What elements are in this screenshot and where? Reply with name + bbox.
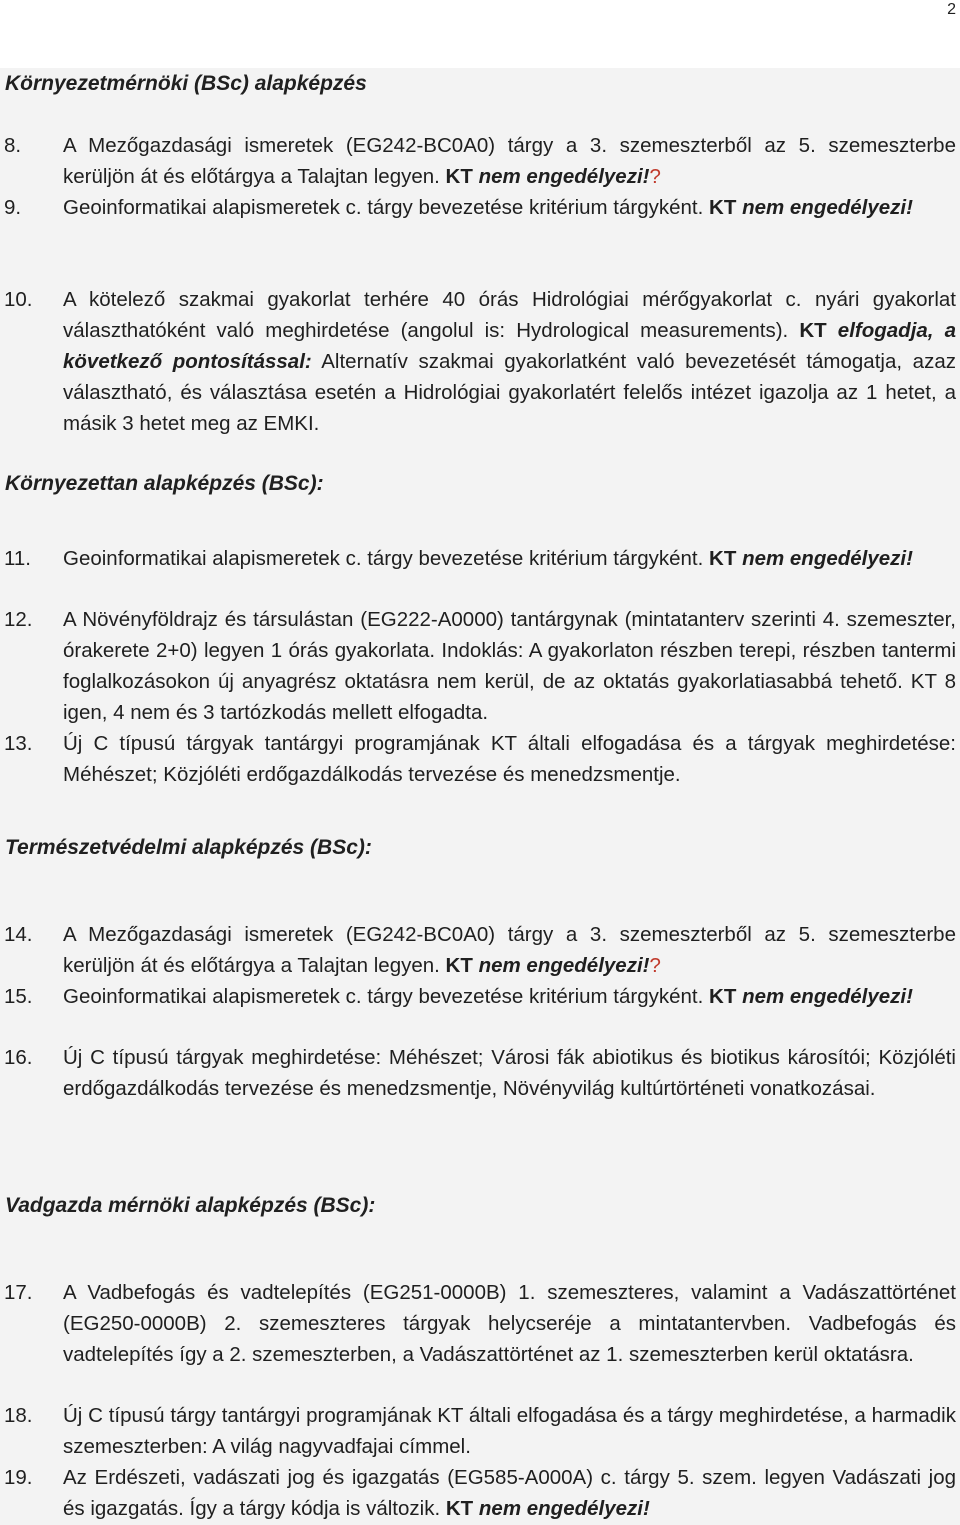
section-heading-kornyezetmernoki: Környezetmérnöki (BSc) alapképzés xyxy=(5,72,367,95)
item-text xyxy=(63,981,956,1012)
item-number: 10. xyxy=(4,288,33,311)
section-heading-kornyezettan: Környezettan alapképzés (BSc): xyxy=(5,472,324,495)
list-item-12 xyxy=(4,604,956,728)
list-item-19 xyxy=(4,1462,956,1524)
item-number: 14. xyxy=(4,923,33,946)
kt-decision: nem engedélyezi! xyxy=(478,954,650,977)
kt-label: KT xyxy=(709,196,737,219)
kt-decision: nem engedélyezi! xyxy=(742,547,913,570)
kt-decision: nem engedélyezi! xyxy=(478,165,650,188)
item-number: 18. xyxy=(4,1404,33,1427)
kt-decision: nem engedélyezi! xyxy=(742,196,913,219)
list-item-8 xyxy=(4,130,956,192)
kt-label: KT xyxy=(445,1497,474,1520)
item-text: Új C típusú tárgyak meghirdetése: Méhészet; Városi fák abiotikus és biotikus károsítói; Közjóléti erdőgazdálkodás tervezése és menedzsmentje, Növényvilág kultúrtörténeti vonatkozásai. xyxy=(63,1046,956,1100)
list-item-14 xyxy=(4,919,956,981)
item-text xyxy=(63,130,956,192)
kt-label: KT xyxy=(445,165,473,188)
item-text xyxy=(63,543,956,574)
item-text-detail: Alternatív szakmai gyakorlatként való bevezetését támogatja, azaz választható, és választása esetén a Hidrológiai gyakorlatért felelős intézet igazolja az 1 hetet, a másik 3 hetet meg az EMKI. xyxy=(63,350,956,435)
item-number: 9. xyxy=(4,196,22,219)
item-text: A Vadbefogás és vadtelepítés (EG251-0000B) 1. szemeszteres, valamint a Vadászattörténet (EG250-0000B) 2. szemeszteres tárgyak helycseréje a mintatantervben. Vadbefogás és vadtelepítés így a 2. szemeszterben, a Vadászattörténet az 1. szemeszterben kerül oktatásra. xyxy=(63,1281,956,1366)
item-number: 17. xyxy=(4,1281,33,1304)
kt-label: KT xyxy=(445,954,473,977)
item-text xyxy=(63,919,956,981)
item-number: 8. xyxy=(4,134,22,157)
item-number: 19. xyxy=(4,1466,33,1489)
item-text-body: Geoinformatikai alapismeretek c. tárgy bevezetése kritérium tárgyként. xyxy=(63,547,704,570)
item-text: A Növényföldrajz és társulástan (EG222-A0000) tantárgynak (mintatanterv szerinti 4. szemeszter, órakerete 2+0) legyen 1 órás gyakorlata. Indoklás: A gyakorlaton részben terepi, részben tantermi foglalkozásokon új anyagrész oktatásra nem kerül, de az oktatás gyakorlatiasabbá tehető. KT 8 igen, 4 nem és 3 tartózkodás mellett elfogadta. xyxy=(63,608,956,724)
question-mark-flag: ? xyxy=(649,165,661,188)
list-item-10 xyxy=(4,284,956,439)
item-text: Új C típusú tárgyak tantárgyi programjának KT általi elfogadása és a tárgyak meghirdetése: Méhészet; Közjóléti erdőgazdálkodás tervezése és menedzsmentje. xyxy=(63,732,956,786)
item-text: Új C típusú tárgy tantárgyi programjának KT általi elfogadása és a tárgy meghirdetése, a harmadik szemeszterben: A világ nagyvadfajai címmel. xyxy=(63,1404,956,1458)
kt-label: KT xyxy=(709,547,737,570)
kt-decision: elfogadja, a következő pontosítással: xyxy=(63,319,956,373)
item-text-body: A Mezőgazdasági ismeretek (EG242-BC0A0) tárgy a 3. szemeszterből az 5. szemeszterbe kerüljön át és előtárgya a Talajtan legyen. xyxy=(63,923,956,977)
kt-decision: nem engedélyezi! xyxy=(478,1497,650,1520)
item-text xyxy=(63,284,956,439)
item-text-body: A kötelező szakmai gyakorlat terhére 40 órás Hidrológiai mérőgyakorlat c. nyári gyakorlat választhatóként való meghirdetése (angolul is: Hydrological measurements). xyxy=(63,288,956,342)
item-text xyxy=(63,1462,956,1524)
section-heading-termeszetvedelmi: Természetvédelmi alapképzés (BSc): xyxy=(5,836,372,859)
list-item-13 xyxy=(4,728,956,790)
item-text-body: Geoinformatikai alapismeretek c. tárgy bevezetése kritérium tárgyként. xyxy=(63,985,704,1008)
item-number: 11. xyxy=(4,547,31,570)
page-number: 2 xyxy=(947,1,956,18)
list-item-11 xyxy=(4,543,956,574)
list-item-15 xyxy=(4,981,956,1012)
item-number: 12. xyxy=(4,608,33,631)
section-heading-vadgazda: Vadgazda mérnöki alapképzés (BSc): xyxy=(5,1194,376,1217)
list-item-17 xyxy=(4,1277,956,1370)
item-text xyxy=(63,192,956,223)
item-number: 13. xyxy=(4,732,33,755)
kt-decision: nem engedélyezi! xyxy=(742,985,913,1008)
question-mark-flag: ? xyxy=(649,954,661,977)
item-text-body: Geoinformatikai alapismeretek c. tárgy bevezetése kritérium tárgyként. xyxy=(63,196,704,219)
list-item-9 xyxy=(4,192,956,223)
list-item-16 xyxy=(4,1042,956,1104)
item-text-body: A Mezőgazdasági ismeretek (EG242-BC0A0) tárgy a 3. szemeszterből az 5. szemeszterbe kerüljön át és előtárgya a Talajtan legyen. xyxy=(63,134,956,188)
item-text-body: Az Erdészeti, vadászati jog és igazgatás (EG585-A000A) c. tárgy 5. szem. legyen Vadászati jog és igazgatás. Így a tárgy kódja is változik. xyxy=(63,1466,956,1520)
kt-label: KT xyxy=(709,985,737,1008)
list-item-18 xyxy=(4,1400,956,1462)
item-number: 15. xyxy=(4,985,33,1008)
kt-label: KT xyxy=(799,319,827,342)
item-number: 16. xyxy=(4,1046,33,1069)
